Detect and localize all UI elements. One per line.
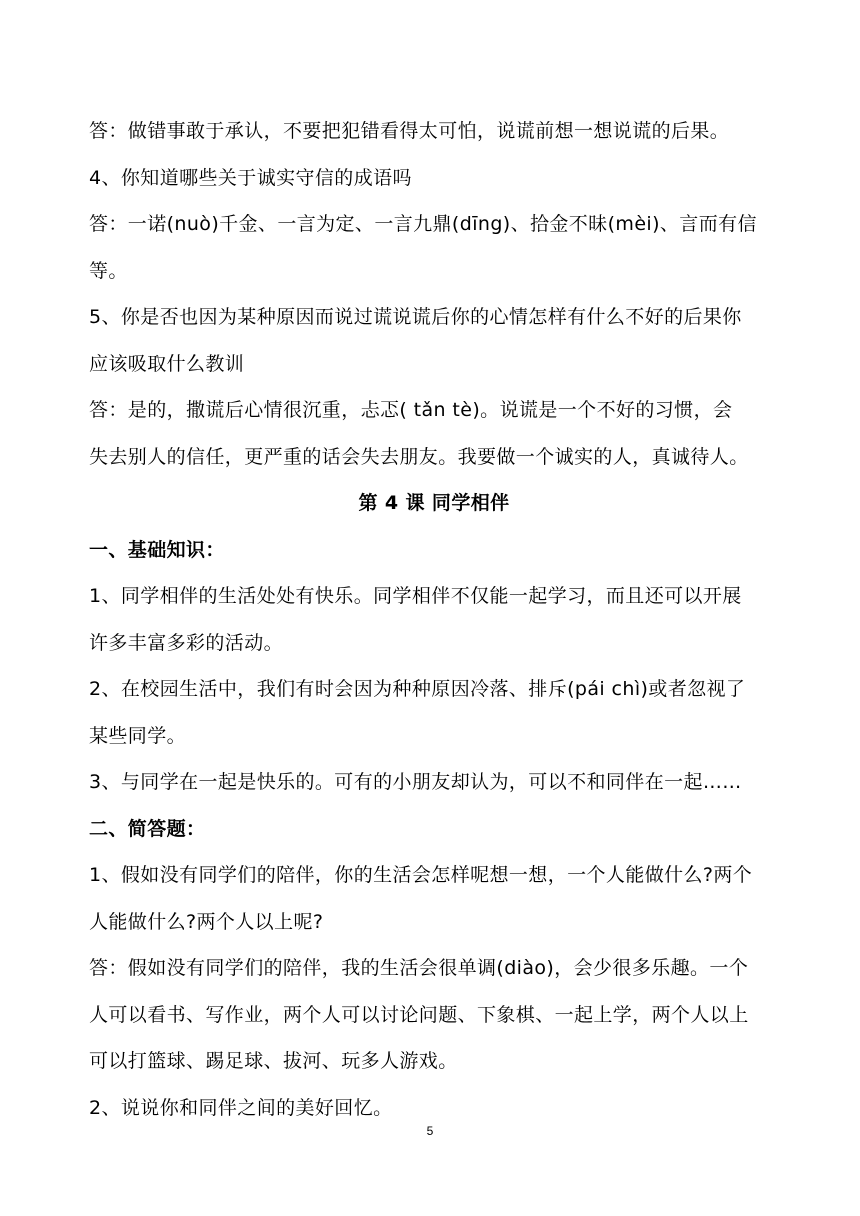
knowledge-item: 某些同学。 [89,724,187,747]
question-5: 5、你是否也因为某种原因而说过谎说谎后你的心情怎样有什么不好的后果你 [89,306,742,328]
knowledge-item: 许多丰富多彩的活动。 [89,631,284,654]
question-4: 4、你知道哪些关于诚实守信的成语吗 [89,166,412,189]
answer-text: 答：假如没有同学们的陪伴，我的生活会很单调(diào)，会少很多乐趣。一个 [89,957,749,979]
knowledge-item: 3、与同学在一起是快乐的。可有的小朋友却认为，可以不和同伴在一起…… [89,771,742,793]
page-content [89,108,779,1131]
answer-text: 可以打篮球、踢足球、拔河、玩多人游戏。 [89,1050,458,1072]
question-2: 2、说说你和同伴之间的美好回忆。 [89,1096,393,1119]
page-number: 5 [426,1124,434,1138]
answer-text: 答：做错事敢于承认，不要把犯错看得太可怕，说谎前想一想说谎的后果。 [89,120,730,142]
question-1: 1、假如没有同学们的陪伴，你的生活会怎样呢想一想，一个人能做什么?两个 [89,864,753,886]
answer-text: 等。 [89,259,128,282]
answer-text: 答：一诺(nuò)千金、一言为定、一言九鼎(dīng)、拾金不昧(mèi)、言而有信 [89,213,757,235]
knowledge-item: 1、同学相伴的生活处处有快乐。同学相伴不仅能一起学习，而且还可以开展 [89,585,742,607]
question-1: 人能做什么?两个人以上呢? [89,910,324,933]
answer-text: 失去别人的信任，更严重的话会失去朋友。我要做一个诚实的人，真诚待人。 [89,445,749,468]
question-5: 应该吸取什么教训 [89,352,245,375]
knowledge-item: 2、在校园生活中，我们有时会因为种种原因冷落、排斥(pái chì)或者忽视了 [89,678,746,700]
section-heading-basics: 一、基础知识： [89,538,225,561]
answer-text: 答：是的，撒谎后心情很沉重，忐忑( tǎn tè)。说谎是一个不好的习惯，会 [89,399,733,421]
answer-text: 人可以看书、写作业，两个人可以讨论问题、下象棋、一起上学，两个人以上 [89,1003,749,1026]
section-heading-short-answer: 二、简答题： [89,817,206,840]
lesson-title: 第 4 课 同学相伴 [358,492,510,514]
